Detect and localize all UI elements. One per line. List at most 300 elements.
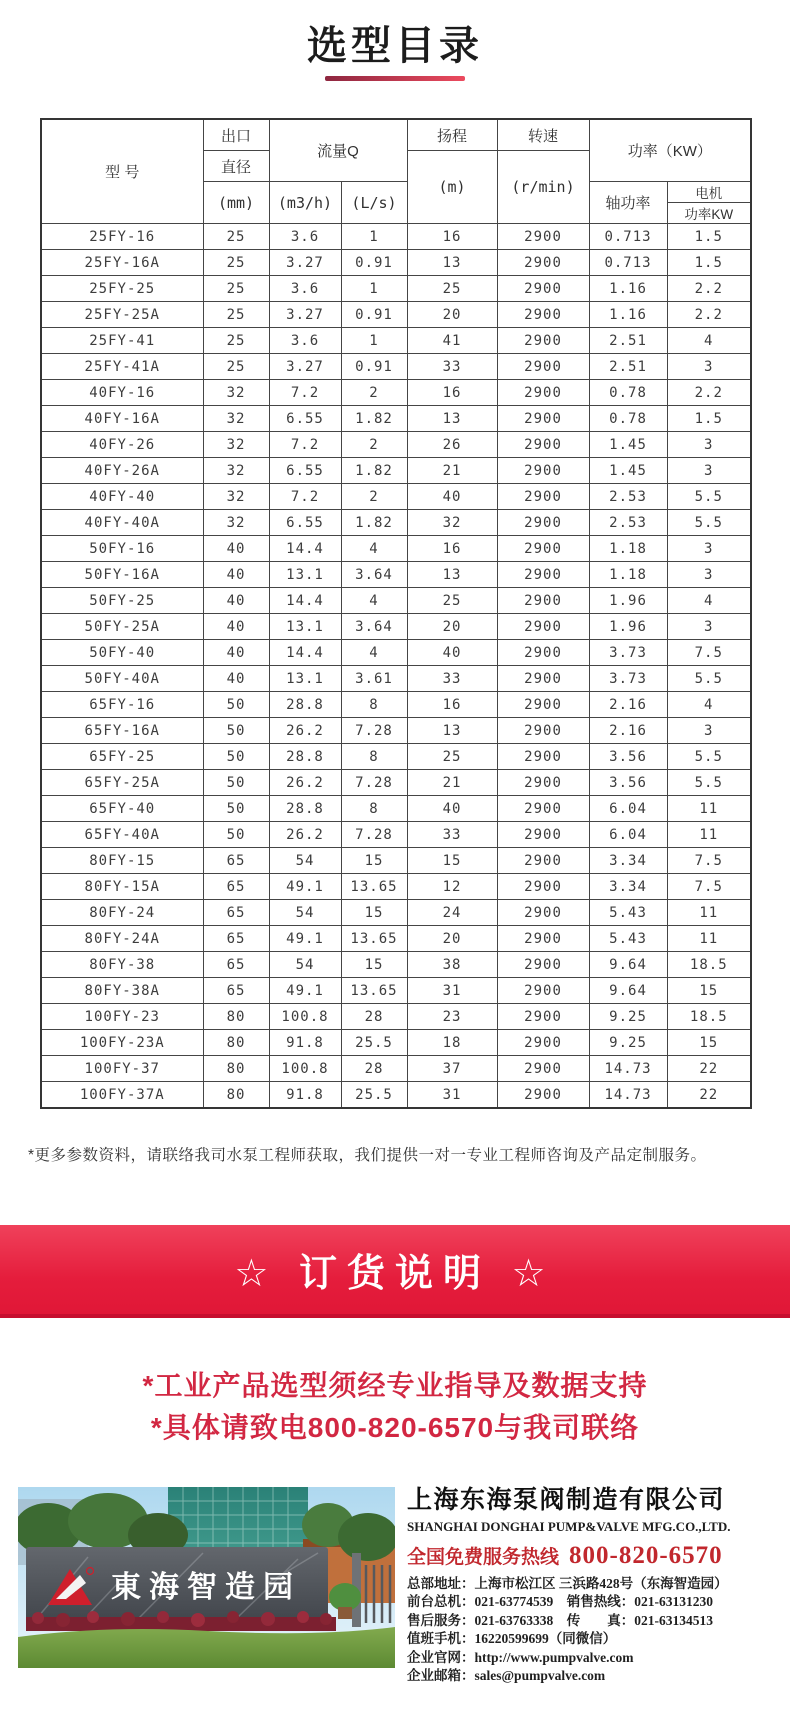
cell-motor-power: 11 [667, 926, 751, 952]
cell-flow-ls: 4 [341, 536, 407, 562]
cell-flow-m3h: 54 [269, 952, 341, 978]
cell-motor-power: 1.5 [667, 224, 751, 250]
cell-motor-power: 4 [667, 692, 751, 718]
cell-flow-m3h: 100.8 [269, 1004, 341, 1030]
table-row [41, 1056, 751, 1082]
cell-speed-rpm: 2900 [497, 770, 589, 796]
cell-flow-ls: 3.64 [341, 614, 407, 640]
table-row [41, 458, 751, 484]
cell-flow-ls: 13.65 [341, 978, 407, 1004]
cell-speed-rpm: 2900 [497, 978, 589, 1004]
cell-flow-ls: 15 [341, 848, 407, 874]
cell-outlet-mm: 32 [203, 510, 269, 536]
cell-motor-power: 3 [667, 718, 751, 744]
cell-speed-rpm: 2900 [497, 614, 589, 640]
cell-flow-m3h: 13.1 [269, 614, 341, 640]
contact-details [407, 1575, 773, 1686]
table-row [41, 1004, 751, 1030]
cell-speed-rpm: 2900 [497, 718, 589, 744]
cell-outlet-mm: 25 [203, 328, 269, 354]
cell-flow-ls: 8 [341, 744, 407, 770]
cell-shaft-power: 3.34 [589, 874, 667, 900]
photo-sign-text: 東海智造园 [111, 1571, 301, 1604]
cell-head-m: 25 [407, 744, 497, 770]
cell-model: 80FY-38 [41, 952, 203, 978]
cell-shaft-power: 2.53 [589, 484, 667, 510]
cell-head-m: 18 [407, 1030, 497, 1056]
cell-speed-rpm: 2900 [497, 588, 589, 614]
cell-shaft-power: 1.18 [589, 536, 667, 562]
header-flow: 流量Q [269, 119, 407, 182]
cell-head-m: 38 [407, 952, 497, 978]
cell-speed-rpm: 2900 [497, 926, 589, 952]
cell-outlet-mm: 25 [203, 302, 269, 328]
cell-motor-power: 1.5 [667, 406, 751, 432]
table-row [41, 926, 751, 952]
cell-head-m: 20 [407, 926, 497, 952]
cell-flow-m3h: 14.4 [269, 536, 341, 562]
cell-shaft-power: 3.73 [589, 640, 667, 666]
cell-motor-power: 22 [667, 1056, 751, 1082]
cell-model: 50FY-25A [41, 614, 203, 640]
cell-speed-rpm: 2900 [497, 328, 589, 354]
cell-flow-m3h: 6.55 [269, 406, 341, 432]
cell-shaft-power: 9.64 [589, 952, 667, 978]
cell-flow-m3h: 7.2 [269, 432, 341, 458]
cell-shaft-power: 0.713 [589, 250, 667, 276]
cell-motor-power: 4 [667, 588, 751, 614]
cell-outlet-mm: 65 [203, 874, 269, 900]
cell-flow-m3h: 3.27 [269, 354, 341, 380]
cell-model: 65FY-16 [41, 692, 203, 718]
cell-outlet-mm: 80 [203, 1030, 269, 1056]
cell-flow-m3h: 49.1 [269, 978, 341, 1004]
cell-flow-m3h: 3.6 [269, 224, 341, 250]
cell-speed-rpm: 2900 [497, 250, 589, 276]
cell-flow-ls: 1 [341, 328, 407, 354]
cell-head-m: 32 [407, 510, 497, 536]
service-hotline [407, 1542, 773, 1570]
factory-photo [18, 1487, 395, 1668]
contact-line-website: 企业官网：http://www.pumpvalve.com [407, 1649, 634, 1665]
cell-flow-ls: 15 [341, 900, 407, 926]
cell-outlet-mm: 40 [203, 640, 269, 666]
cell-speed-rpm: 2900 [497, 536, 589, 562]
cell-flow-m3h: 13.1 [269, 666, 341, 692]
cell-flow-ls: 13.65 [341, 874, 407, 900]
cell-head-m: 16 [407, 380, 497, 406]
table-row [41, 406, 751, 432]
cell-outlet-mm: 50 [203, 796, 269, 822]
cell-outlet-mm: 50 [203, 770, 269, 796]
cell-speed-rpm: 2900 [497, 276, 589, 302]
cell-outlet-mm: 32 [203, 432, 269, 458]
cell-motor-power: 3 [667, 614, 751, 640]
cell-motor-power: 15 [667, 1030, 751, 1056]
cell-flow-ls: 0.91 [341, 354, 407, 380]
title-underline [325, 76, 465, 81]
cell-flow-ls: 3.64 [341, 562, 407, 588]
cell-outlet-mm: 80 [203, 1082, 269, 1109]
cell-flow-ls: 2 [341, 432, 407, 458]
header-motor-top: 电机 [667, 182, 751, 203]
cell-motor-power: 22 [667, 1082, 751, 1109]
cell-flow-m3h: 3.6 [269, 276, 341, 302]
cell-outlet-mm: 32 [203, 458, 269, 484]
cell-model: 100FY-23 [41, 1004, 203, 1030]
cell-model: 40FY-26A [41, 458, 203, 484]
cell-flow-ls: 0.91 [341, 250, 407, 276]
cell-model: 80FY-24 [41, 900, 203, 926]
cell-outlet-mm: 25 [203, 354, 269, 380]
table-row [41, 1030, 751, 1056]
cell-flow-m3h: 49.1 [269, 874, 341, 900]
cell-outlet-mm: 65 [203, 978, 269, 1004]
photo-plant [329, 1583, 361, 1611]
cell-outlet-mm: 40 [203, 666, 269, 692]
company-name-en: SHANGHAI DONGHAI PUMP&VALVE MFG.CO.,LTD. [407, 1518, 731, 1534]
header-shaft-power: 轴功率 [589, 182, 667, 224]
cell-model: 40FY-40A [41, 510, 203, 536]
cell-speed-rpm: 2900 [497, 484, 589, 510]
header-head: 扬程 [407, 119, 497, 151]
cell-motor-power: 7.5 [667, 848, 751, 874]
cell-head-m: 23 [407, 1004, 497, 1030]
cell-speed-rpm: 2900 [497, 302, 589, 328]
cell-speed-rpm: 2900 [497, 458, 589, 484]
photo-plant-pot [338, 1607, 352, 1619]
table-row [41, 874, 751, 900]
cell-model: 50FY-16 [41, 536, 203, 562]
cell-shaft-power: 6.04 [589, 796, 667, 822]
company-info [407, 1487, 773, 1686]
cell-outlet-mm: 65 [203, 952, 269, 978]
header-speed-unit: (r/min) [497, 151, 589, 224]
cell-motor-power: 3 [667, 562, 751, 588]
order-banner-title: ☆ 订货说明 ☆ [234, 1253, 556, 1295]
cell-head-m: 40 [407, 640, 497, 666]
cell-head-m: 21 [407, 770, 497, 796]
cell-shaft-power: 2.16 [589, 718, 667, 744]
cell-motor-power: 18.5 [667, 1004, 751, 1030]
cell-speed-rpm: 2900 [497, 224, 589, 250]
factory-photo-illustration [18, 1487, 395, 1668]
cell-outlet-mm: 80 [203, 1004, 269, 1030]
cell-shaft-power: 1.18 [589, 562, 667, 588]
cell-head-m: 15 [407, 848, 497, 874]
cell-model: 40FY-26 [41, 432, 203, 458]
cell-motor-power: 2.2 [667, 276, 751, 302]
table-row [41, 770, 751, 796]
cell-model: 40FY-16 [41, 380, 203, 406]
order-notice-line-2: *具体请致电800-820-6570与我司联络 [150, 1412, 640, 1443]
cell-model: 100FY-37A [41, 1082, 203, 1109]
cell-speed-rpm: 2900 [497, 796, 589, 822]
cell-speed-rpm: 2900 [497, 510, 589, 536]
cell-model: 25FY-25 [41, 276, 203, 302]
cell-flow-m3h: 26.2 [269, 770, 341, 796]
cell-motor-power: 2.2 [667, 302, 751, 328]
cell-flow-ls: 25.5 [341, 1082, 407, 1109]
cell-shaft-power: 3.34 [589, 848, 667, 874]
table-row [41, 588, 751, 614]
cell-outlet-mm: 25 [203, 250, 269, 276]
table-row [41, 640, 751, 666]
cell-model: 65FY-40 [41, 796, 203, 822]
cell-head-m: 13 [407, 406, 497, 432]
cell-flow-m3h: 6.55 [269, 510, 341, 536]
contact-line-email: 企业邮箱：sales@pumpvalve.com [407, 1668, 606, 1683]
cell-motor-power: 5.5 [667, 510, 751, 536]
cell-speed-rpm: 2900 [497, 900, 589, 926]
table-row [41, 224, 751, 250]
cell-flow-m3h: 91.8 [269, 1082, 341, 1109]
table-row [41, 796, 751, 822]
cell-head-m: 31 [407, 1082, 497, 1109]
selection-table-body [41, 224, 751, 1109]
cell-head-m: 25 [407, 276, 497, 302]
cell-flow-ls: 2 [341, 380, 407, 406]
cell-speed-rpm: 2900 [497, 354, 589, 380]
table-row [41, 718, 751, 744]
cell-shaft-power: 9.25 [589, 1004, 667, 1030]
cell-head-m: 40 [407, 484, 497, 510]
cell-head-m: 21 [407, 458, 497, 484]
cell-model: 25FY-16 [41, 224, 203, 250]
cell-flow-m3h: 6.55 [269, 458, 341, 484]
cell-motor-power: 1.5 [667, 250, 751, 276]
contact-line-service-fax: 售后服务：021-63763338 传 真：021-63134513 [407, 1612, 713, 1628]
cell-flow-m3h: 91.8 [269, 1030, 341, 1056]
cell-motor-power: 11 [667, 796, 751, 822]
cell-head-m: 24 [407, 900, 497, 926]
cell-shaft-power: 9.25 [589, 1030, 667, 1056]
cell-shaft-power: 5.43 [589, 900, 667, 926]
cell-shaft-power: 3.56 [589, 744, 667, 770]
hotline-number: 800-820-6570 [569, 1541, 723, 1569]
cell-flow-ls: 3.61 [341, 666, 407, 692]
cell-motor-power: 3 [667, 536, 751, 562]
cell-flow-ls: 28 [341, 1004, 407, 1030]
cell-shaft-power: 1.45 [589, 458, 667, 484]
photo-lawn [18, 1627, 395, 1668]
cell-flow-m3h: 26.2 [269, 822, 341, 848]
cell-outlet-mm: 32 [203, 406, 269, 432]
cell-head-m: 33 [407, 666, 497, 692]
cell-speed-rpm: 2900 [497, 406, 589, 432]
cell-flow-m3h: 14.4 [269, 640, 341, 666]
cell-motor-power: 18.5 [667, 952, 751, 978]
cell-flow-ls: 7.28 [341, 770, 407, 796]
cell-outlet-mm: 65 [203, 926, 269, 952]
cell-flow-ls: 25.5 [341, 1030, 407, 1056]
cell-flow-ls: 1.82 [341, 510, 407, 536]
cell-head-m: 16 [407, 224, 497, 250]
header-outlet-unit: (mm) [203, 182, 269, 224]
cell-flow-m3h: 100.8 [269, 1056, 341, 1082]
cell-motor-power: 15 [667, 978, 751, 1004]
header-head-unit: (m) [407, 151, 497, 224]
cell-model: 80FY-15 [41, 848, 203, 874]
cell-shaft-power: 1.96 [589, 588, 667, 614]
cell-speed-rpm: 2900 [497, 380, 589, 406]
cell-outlet-mm: 65 [203, 848, 269, 874]
cell-shaft-power: 5.43 [589, 926, 667, 952]
table-row [41, 692, 751, 718]
cell-head-m: 16 [407, 536, 497, 562]
cell-head-m: 25 [407, 588, 497, 614]
table-row [41, 900, 751, 926]
cell-shaft-power: 1.96 [589, 614, 667, 640]
cell-shaft-power: 1.16 [589, 276, 667, 302]
cell-shaft-power: 1.16 [589, 302, 667, 328]
cell-motor-power: 3 [667, 354, 751, 380]
cell-head-m: 16 [407, 692, 497, 718]
table-row [41, 276, 751, 302]
cell-outlet-mm: 80 [203, 1056, 269, 1082]
company-section [18, 1487, 776, 1686]
cell-flow-m3h: 14.4 [269, 588, 341, 614]
cell-model: 65FY-25A [41, 770, 203, 796]
cell-outlet-mm: 50 [203, 744, 269, 770]
cell-shaft-power: 2.53 [589, 510, 667, 536]
cell-motor-power: 7.5 [667, 640, 751, 666]
cell-flow-m3h: 26.2 [269, 718, 341, 744]
cell-model: 25FY-41A [41, 354, 203, 380]
cell-shaft-power: 14.73 [589, 1056, 667, 1082]
cell-head-m: 40 [407, 796, 497, 822]
cell-speed-rpm: 2900 [497, 640, 589, 666]
order-notice-line-1: *工业产品选型须经专业指导及数据支持 [142, 1370, 648, 1401]
cell-head-m: 26 [407, 432, 497, 458]
cell-model: 25FY-41 [41, 328, 203, 354]
cell-motor-power: 11 [667, 822, 751, 848]
table-row [41, 354, 751, 380]
cell-speed-rpm: 2900 [497, 952, 589, 978]
table-row [41, 952, 751, 978]
cell-motor-power: 5.5 [667, 744, 751, 770]
cell-model: 40FY-40 [41, 484, 203, 510]
header-motor-bottom: 功率KW [667, 203, 751, 224]
cell-outlet-mm: 40 [203, 562, 269, 588]
table-row [41, 536, 751, 562]
table-row [41, 614, 751, 640]
cell-flow-ls: 8 [341, 692, 407, 718]
cell-model: 50FY-40A [41, 666, 203, 692]
cell-flow-ls: 2 [341, 484, 407, 510]
cell-model: 100FY-23A [41, 1030, 203, 1056]
cell-model: 50FY-25 [41, 588, 203, 614]
footnote: *更多参数资料，请联络我司水泵工程师获取，我们提供一对一专业工程师咨询及产品定制服务。 [28, 1147, 707, 1164]
cell-model: 80FY-15A [41, 874, 203, 900]
cell-model: 100FY-37 [41, 1056, 203, 1082]
cell-outlet-mm: 25 [203, 276, 269, 302]
cell-head-m: 13 [407, 250, 497, 276]
cell-flow-ls: 1 [341, 224, 407, 250]
cell-speed-rpm: 2900 [497, 744, 589, 770]
contact-line-mobile: 值班手机：16220599699（同微信） [407, 1631, 617, 1646]
cell-speed-rpm: 2900 [497, 432, 589, 458]
cell-speed-rpm: 2900 [497, 1082, 589, 1109]
cell-flow-m3h: 3.27 [269, 302, 341, 328]
cell-flow-ls: 8 [341, 796, 407, 822]
cell-outlet-mm: 40 [203, 536, 269, 562]
table-row [41, 666, 751, 692]
cell-speed-rpm: 2900 [497, 1030, 589, 1056]
cell-flow-m3h: 49.1 [269, 926, 341, 952]
header-power: 功率（KW） [589, 119, 751, 182]
cell-shaft-power: 14.73 [589, 1082, 667, 1109]
header-flow-unit-m3h: (m3/h) [269, 182, 341, 224]
cell-flow-m3h: 54 [269, 900, 341, 926]
cell-flow-ls: 0.91 [341, 302, 407, 328]
cell-flow-ls: 7.28 [341, 822, 407, 848]
cell-shaft-power: 0.713 [589, 224, 667, 250]
cell-motor-power: 5.5 [667, 770, 751, 796]
cell-flow-ls: 4 [341, 640, 407, 666]
cell-flow-m3h: 54 [269, 848, 341, 874]
cell-speed-rpm: 2900 [497, 692, 589, 718]
cell-flow-m3h: 13.1 [269, 562, 341, 588]
cell-model: 80FY-38A [41, 978, 203, 1004]
cell-model: 25FY-16A [41, 250, 203, 276]
table-row [41, 380, 751, 406]
order-banner [0, 1225, 790, 1318]
cell-shaft-power: 3.56 [589, 770, 667, 796]
cell-speed-rpm: 2900 [497, 848, 589, 874]
cell-model: 65FY-16A [41, 718, 203, 744]
cell-flow-m3h: 28.8 [269, 744, 341, 770]
header-speed: 转速 [497, 119, 589, 151]
cell-flow-ls: 4 [341, 588, 407, 614]
cell-shaft-power: 3.73 [589, 666, 667, 692]
table-row [41, 822, 751, 848]
cell-shaft-power: 6.04 [589, 822, 667, 848]
cell-flow-m3h: 28.8 [269, 692, 341, 718]
cell-outlet-mm: 40 [203, 588, 269, 614]
header-model: 型 号 [41, 119, 203, 224]
cell-head-m: 13 [407, 562, 497, 588]
cell-model: 50FY-16A [41, 562, 203, 588]
cell-speed-rpm: 2900 [497, 666, 589, 692]
table-row [41, 484, 751, 510]
table-row [41, 562, 751, 588]
table-row [41, 848, 751, 874]
cell-speed-rpm: 2900 [497, 1004, 589, 1030]
selection-table [40, 118, 752, 1109]
cell-shaft-power: 0.78 [589, 380, 667, 406]
cell-flow-ls: 28 [341, 1056, 407, 1082]
cell-model: 80FY-24A [41, 926, 203, 952]
table-row [41, 302, 751, 328]
cell-motor-power: 3 [667, 432, 751, 458]
cell-outlet-mm: 50 [203, 692, 269, 718]
cell-shaft-power: 2.51 [589, 354, 667, 380]
cell-flow-m3h: 3.6 [269, 328, 341, 354]
header-outlet-top: 出口 [203, 119, 269, 151]
contact-line-phones: 前台总机：021-63774539 销售热线：021-63131230 [407, 1594, 713, 1609]
cell-flow-m3h: 7.2 [269, 484, 341, 510]
company-name-cn: 上海东海泵阀制造有限公司 [407, 1486, 726, 1514]
table-row [41, 510, 751, 536]
cell-shaft-power: 2.51 [589, 328, 667, 354]
table-row [41, 978, 751, 1004]
cell-motor-power: 7.5 [667, 874, 751, 900]
cell-motor-power: 2.2 [667, 380, 751, 406]
cell-model: 25FY-25A [41, 302, 203, 328]
hotline-label: 全国免费服务热线 [407, 1546, 560, 1568]
cell-motor-power: 3 [667, 458, 751, 484]
